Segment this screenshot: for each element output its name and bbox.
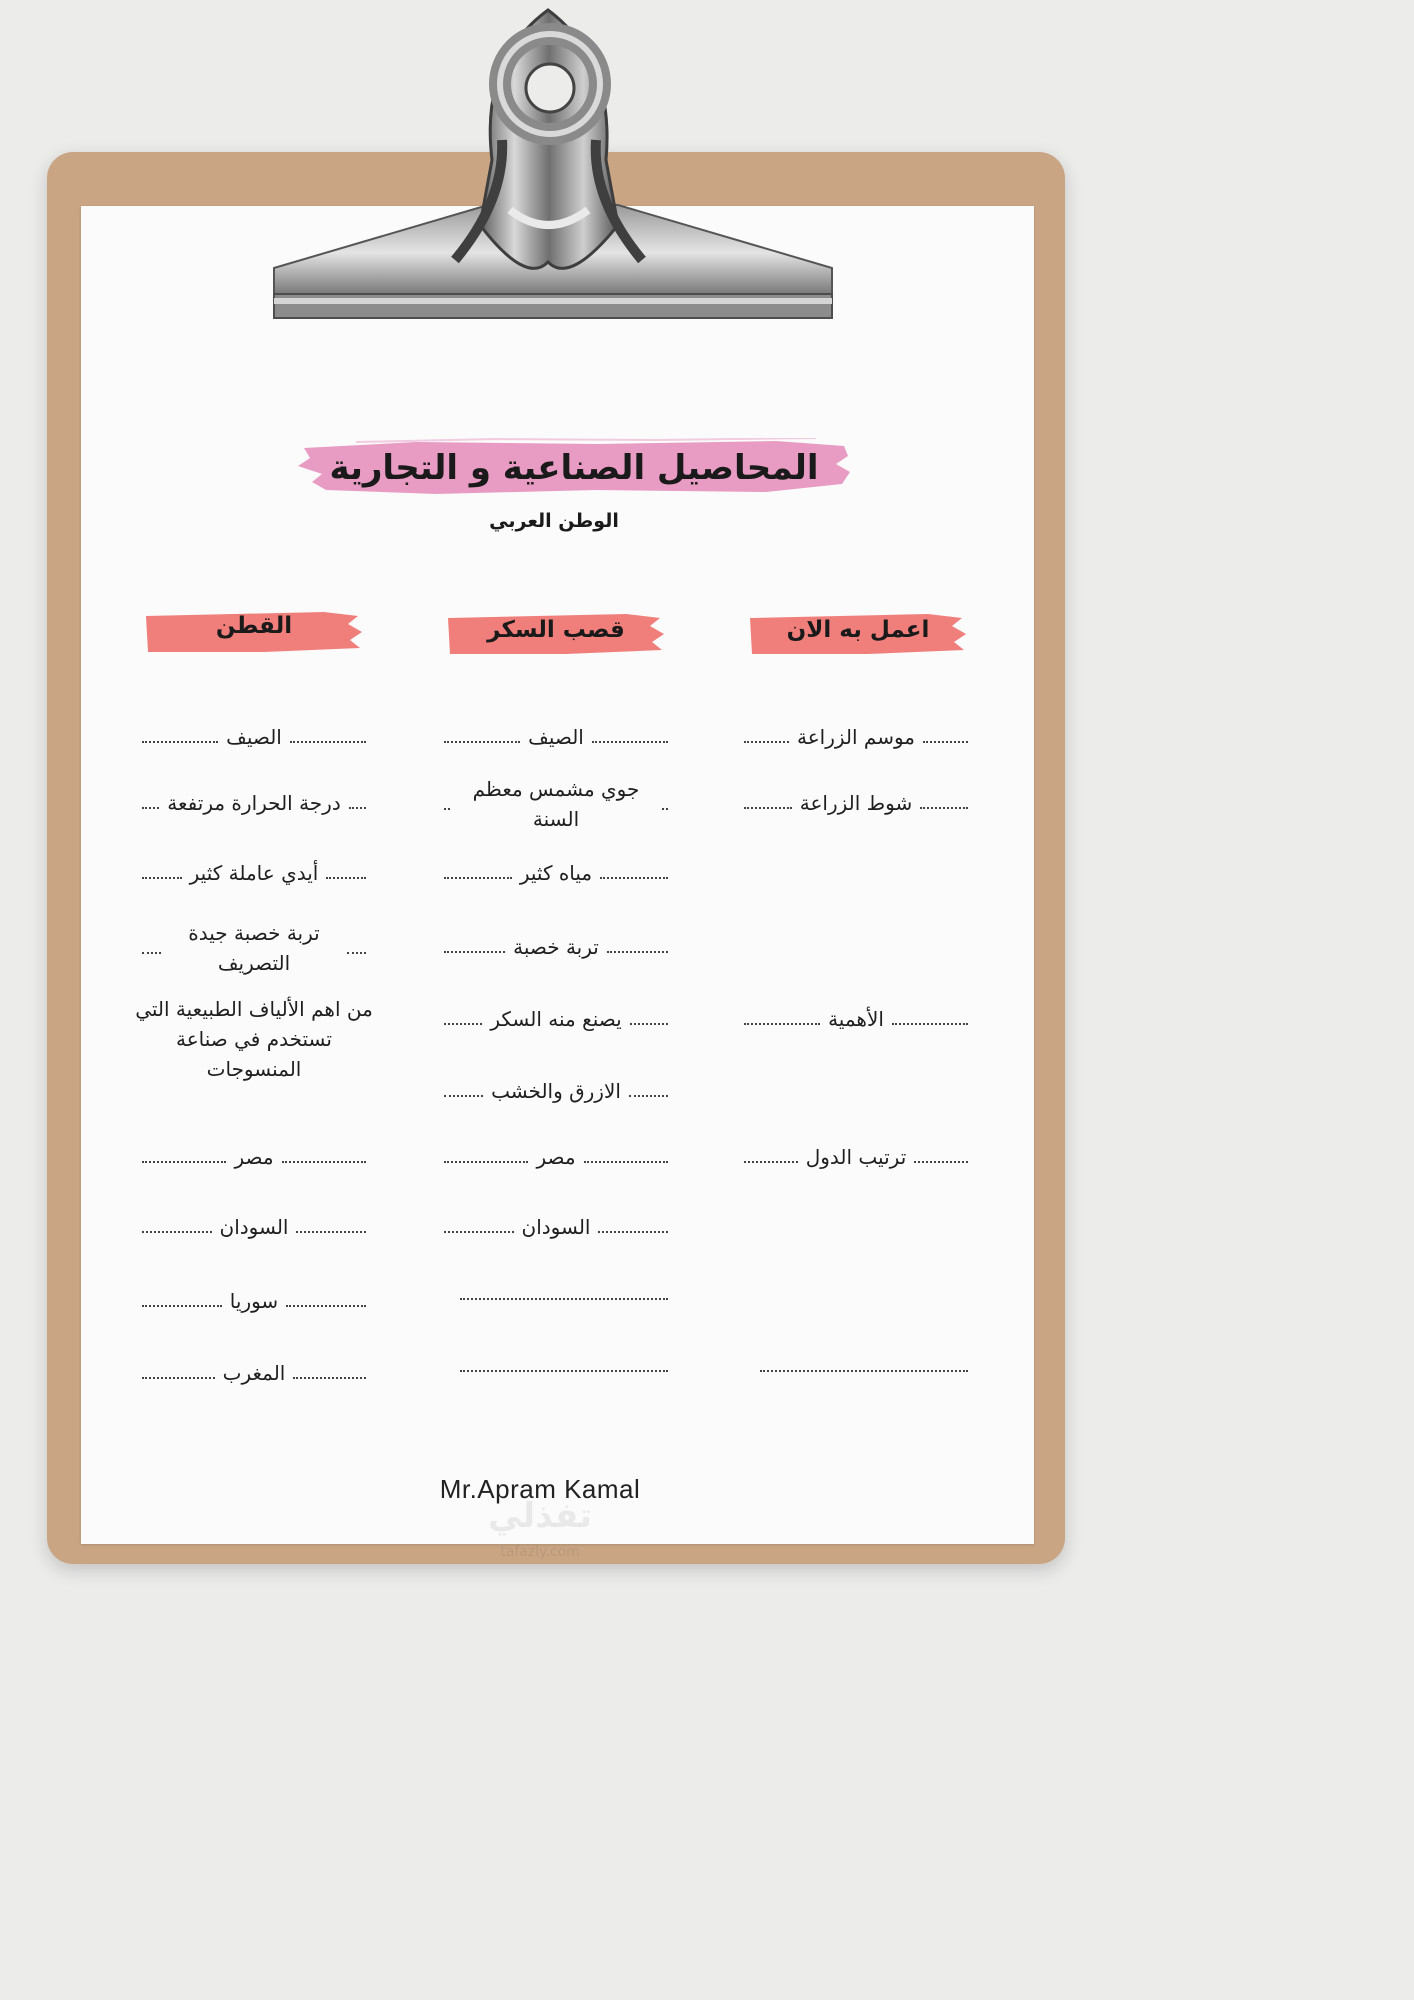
column-header-2: قصب السكر [487,617,625,643]
list-item: السودان [444,1212,668,1242]
list-item: السودان [142,1212,366,1242]
list-item: جوي مشمس معظم السنة [444,774,668,834]
list-item [444,1370,668,1372]
column-header-3: القطن [215,613,293,639]
list-item: مياه كثير [444,858,668,888]
list-item [444,1298,668,1300]
list-item: ترتيب الدول [744,1142,968,1172]
list-item: مصر [142,1142,366,1172]
binder-clip-icon [270,0,835,325]
list-item: المغرب [142,1358,366,1388]
list-item: درجة الحرارة مرتفعة [142,788,366,818]
watermark-logo: تفذلي [487,1496,593,1536]
list-item: مصر [444,1142,668,1172]
list-item: أيدي عاملة كثير [142,858,366,888]
list-item: تربة خصبة [444,932,668,962]
list-item: يصنع منه السكر [444,1004,668,1034]
list-item: الصيف [142,722,366,752]
author-name: Mr.Apram Kamal [439,1474,641,1504]
page-title: المحاصيل الصناعية و التجارية [329,448,819,488]
list-item: الازرق والخشب [444,1076,668,1106]
list-item: من اهم الألياف الطبيعية التي تستخدم في صناعة المنسوجات [135,997,373,1081]
page-subtitle: الوطن العربي [489,510,619,532]
list-item: تربة خصبة جيدة التصريف [142,918,366,978]
list-item: الصيف [444,722,668,752]
list-item: شوط الزراعة [744,788,968,818]
watermark-url: tafazly.com [500,1544,580,1560]
list-item [744,1370,968,1372]
list-item: موسم الزراعة [744,722,968,752]
list-item: سوريا [142,1286,366,1316]
column-header-1: اعمل به الان [786,617,930,643]
list-item: الأهمية [744,1004,968,1034]
